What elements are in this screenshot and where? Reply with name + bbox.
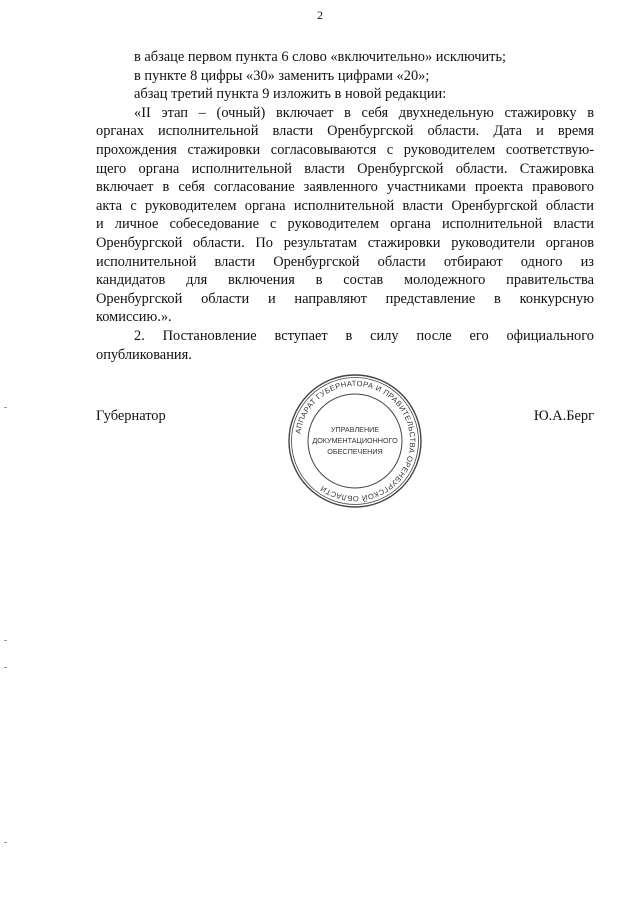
stamp-center-line: ОБЕСПЕЧЕНИЯ	[327, 447, 383, 456]
text-line: и личное собеседование с руководителем органа исполнительной власти	[96, 216, 594, 233]
text-line: в абзаце первом пункта 6 слово «включительно» исключить;	[134, 49, 507, 65]
page-number: 2	[317, 8, 323, 22]
text-line: Оренбургской области. По результатам стажировки руководители органов	[96, 234, 594, 251]
text-line: абзац третий пункта 9 изложить в новой редакции:	[134, 86, 447, 103]
signature-title: Губернатор	[96, 408, 166, 424]
text-line: «II этап – (очный) включает в себя двухнедельную стажировку в	[134, 104, 594, 121]
document-body	[96, 48, 594, 364]
official-stamp	[286, 372, 424, 510]
text-line: Оренбургской области и направляют представление в конкурсную	[96, 290, 594, 307]
text-line: щего органа исполнительной власти Оренбургской области. Стажировка	[96, 160, 594, 177]
text-line: органах исполнительной власти Оренбургской области. Дата и время	[96, 123, 594, 140]
text-line: прохождения стажировки согласовываются с руководителем соответствую-	[96, 141, 594, 158]
scan-mark	[4, 667, 7, 668]
text-line: 2. Постановление вступает в силу после его официального	[134, 327, 594, 344]
signature-name: Ю.А.Берг	[533, 408, 594, 424]
text-line: включает в себя согласование заявленного участниками проекта правового	[96, 179, 594, 196]
text-line: в пункте 8 цифры «30» заменить цифрами «20»;	[134, 67, 430, 84]
text-line: кандидатов для включения в состав молодежного правительства	[96, 272, 594, 289]
scan-mark	[4, 640, 7, 641]
scan-mark	[4, 842, 7, 843]
scan-mark	[4, 407, 7, 408]
stamp-ring-text: АППАРАТ ГУБЕРНАТОРА И ПРАВИТЕЛЬСТВА ОРЕНБУРГСКОЙ ОБЛАСТИ	[293, 378, 418, 504]
stamp-center-line: ДОКУМЕНТАЦИОННОГО	[312, 436, 398, 445]
text-line: исполнительной власти Оренбургской области отбирают одного из	[96, 253, 594, 270]
stamp-center-line: УПРАВЛЕНИЕ	[330, 425, 380, 434]
text-line: комиссию.».	[96, 309, 172, 326]
text-line: акта с руководителем органа исполнительной власти Оренбургской области	[96, 197, 594, 214]
text-line: опубликования.	[96, 346, 192, 363]
